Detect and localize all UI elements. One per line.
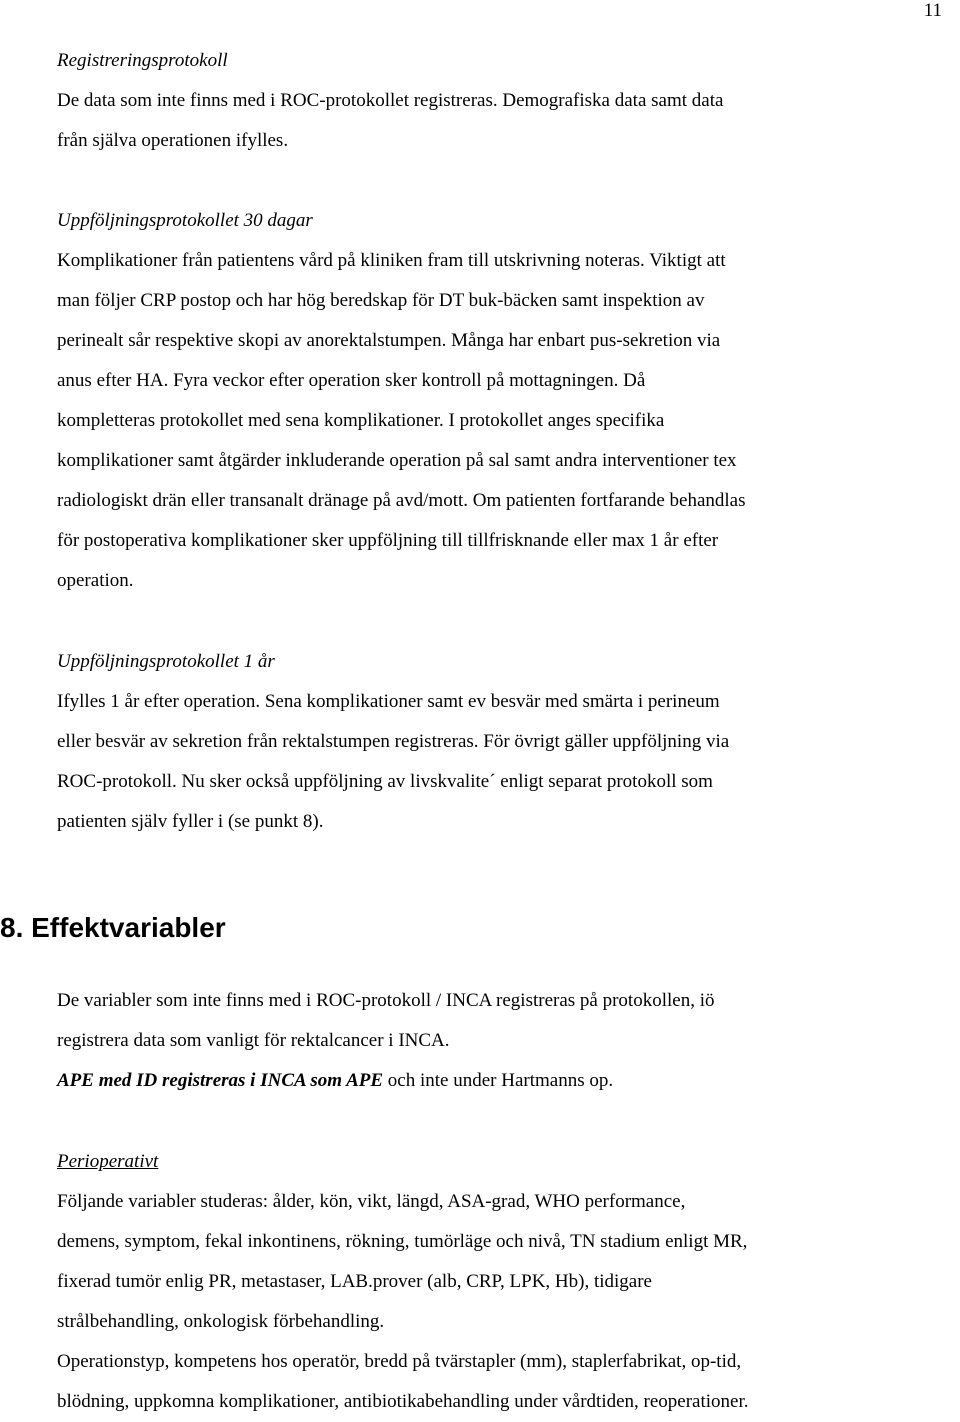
section-8-body <box>57 981 947 1101</box>
section-registreringsprotokoll <box>57 41 947 161</box>
paragraph-line: anus efter HA. Fyra veckor efter operation sker kontroll på mottagningen. Då <box>57 370 646 391</box>
paragraph-line: registrera data som vanligt för rektalcancer i INCA. <box>57 1030 450 1051</box>
section-heading: Registreringsprotokoll <box>57 50 228 71</box>
paragraph-line: Följande variabler studeras: ålder, kön, vikt, längd, ASA-grad, WHO performance, <box>57 1191 686 1212</box>
section-8-heading: 8. Effektvariabler <box>0 912 226 943</box>
paragraph-line: blödning, uppkomna komplikationer, antibiotikabehandling under vårdtiden, reoperationer. <box>57 1391 749 1412</box>
section-heading: Perioperativt <box>57 1151 159 1172</box>
section-uppfoljning-30-dagar <box>57 201 947 601</box>
paragraph-line: eller besvär av sekretion från rektalstumpen registreras. För övrigt gäller uppföljning via <box>57 731 730 752</box>
section-perioperativt <box>57 1142 947 1422</box>
paragraph-line: demens, symptom, fekal inkontinens, rökning, tumörläge och nivå, TN stadium enligt MR, <box>57 1231 748 1252</box>
paragraph-line: för postoperativa komplikationer sker uppföljning till tillfrisknande eller max 1 år efter <box>57 530 719 551</box>
paragraph-line: strålbehandling, onkologisk förbehandling. <box>57 1311 385 1332</box>
section-uppfoljning-1-ar <box>57 642 947 842</box>
paragraph-line: man följer CRP postop och har hög beredskap för DT buk-bäcken samt inspektion av <box>57 290 705 311</box>
section-heading: Uppföljningsprotokollet 1 år <box>57 651 275 672</box>
ape-emphasis: APE med ID registreras i INCA som APE <box>57 1070 384 1091</box>
paragraph-line: patienten själv fyller i (se punkt 8). <box>57 811 324 832</box>
paragraph-line: Operationstyp, kompetens hos operatör, bredd på tvärstapler (mm), staplerfabrikat, op-tid, <box>57 1351 742 1372</box>
paragraph-line: De data som inte finns med i ROC-protokollet registreras. Demografiska data samt data <box>57 90 724 111</box>
paragraph-line: Komplikationer från patientens vård på kliniken fram till utskrivning noteras. Viktigt att <box>57 250 726 271</box>
paragraph-line: fixerad tumör enlig PR, metastaser, LAB.prover (alb, CRP, LPK, Hb), tidigare <box>57 1271 652 1292</box>
paragraph-line: ROC-protokoll. Nu sker också uppföljning av livskvalite´ enligt separat protokoll som <box>57 771 713 792</box>
paragraph-line: radiologiskt drän eller transanalt dränage på avd/mott. Om patienten fortfarande behandlas <box>57 490 746 511</box>
paragraph-line: De variabler som inte finns med i ROC-protokoll / INCA registreras på protokollen, iö <box>57 990 715 1011</box>
paragraph-line: operation. <box>57 570 134 591</box>
page-number: 11 <box>923 0 942 21</box>
paragraph-line: kompletteras protokollet med sena komplikationer. I protokollet anges specifika <box>57 410 665 431</box>
ape-rest: och inte under Hartmanns op. <box>383 1070 614 1091</box>
paragraph-line: Ifylles 1 år efter operation. Sena komplikationer samt ev besvär med smärta i perineum <box>57 691 720 712</box>
paragraph-line: komplikationer samt åtgärder inkluderande operation på sal samt andra interventioner tex <box>57 450 737 471</box>
section-heading: Uppföljningsprotokollet 30 dagar <box>57 210 313 231</box>
paragraph-line: från själva operationen ifylles. <box>57 130 289 151</box>
paragraph-line: perinealt sår respektive skopi av anorektalstumpen. Många har enbart pus-sekretion via <box>57 330 721 351</box>
ape-line <box>57 1061 947 1101</box>
